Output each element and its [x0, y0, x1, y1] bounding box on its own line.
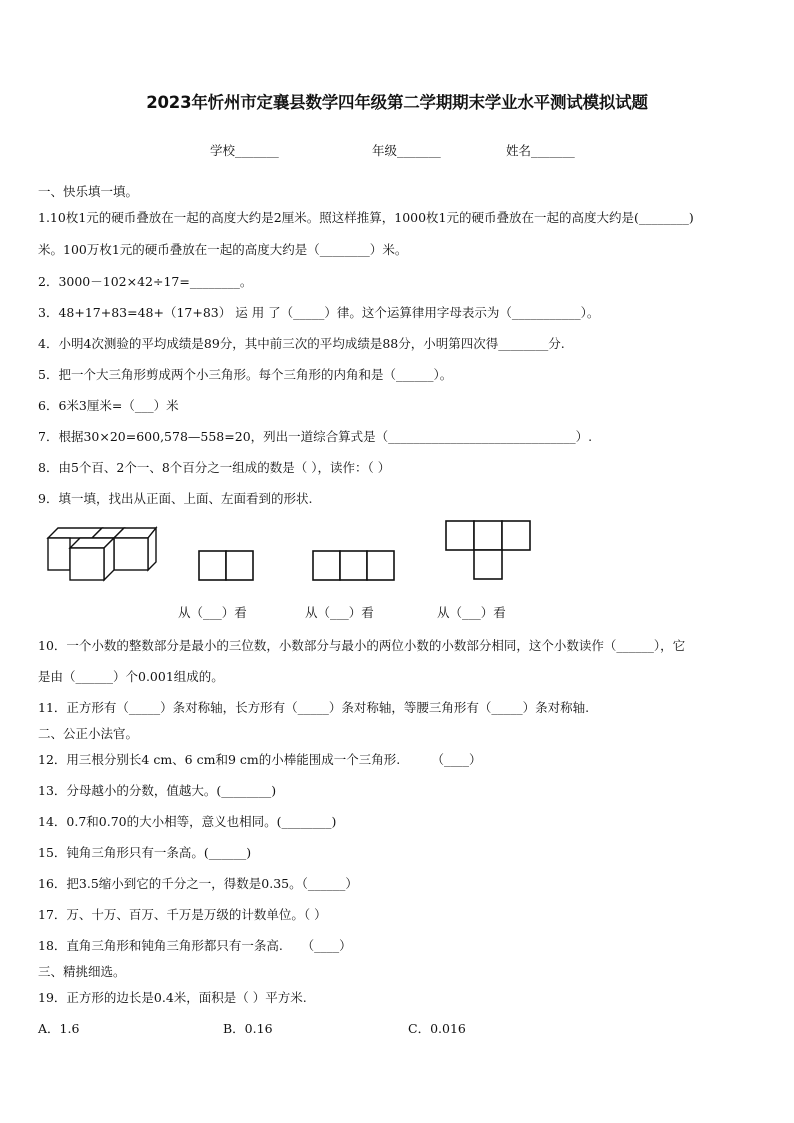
view-label-1: 从（___）看	[178, 605, 247, 620]
question-13: 13．分母越小的分数，值越大。(________)	[38, 783, 277, 798]
question-11: 11．正方形有（_____）条对称轴，长方形有（_____）条对称轴，等腰三角形有（_____）条对称轴.	[38, 700, 590, 715]
question-9: 9．填一填，找出从正面、上面、左面看到的形状.	[38, 491, 313, 506]
question-7: 7．根据30×20=600,578—558=20，列出一道综合算式是（______________________________）.	[38, 429, 593, 444]
question-1-line-1: 1.10枚1元的硬币叠放在一起的高度大约是2厘米。照这样推算，1000枚1元的硬币叠放在一起的高度大约是(________)	[38, 210, 694, 225]
school-field: 学校_______	[210, 143, 279, 158]
question-1-line-2: 米。100万枚1元的硬币叠放在一起的高度大约是（________）米。	[38, 242, 408, 257]
question-17: 17．万、十万、百万、千万是万级的计数单位。（ ）	[38, 907, 327, 922]
option-c: C．0.016	[408, 1021, 466, 1036]
view-label-3: 从（___）看	[437, 605, 506, 620]
question-5: 5．把一个大三角形剪成两个小三角形。每个三角形的内角和是（______）。	[38, 367, 453, 382]
page-title: 2023年忻州市定襄县数学四年级第二学期期末学业水平测试模拟试题	[146, 93, 648, 112]
section-2-heading: 二、公正小法官。	[38, 726, 139, 741]
view-label-2: 从（___）看	[305, 605, 374, 620]
question-2: 2．3000－102×42÷17=________。	[38, 274, 253, 289]
question-12: 12．用三根分别长4 cm、6 cm和9 cm的小棒能围成一个三角形. （____）	[38, 752, 482, 767]
cube-stack-figure	[44, 522, 160, 584]
question-15: 15．钝角三角形只有一条高。(______)	[38, 845, 252, 860]
question-6: 6．6米3厘米=（___）米	[38, 398, 179, 413]
question-19: 19．正方形的边长是0.4米，面积是（ ）平方米.	[38, 990, 307, 1005]
view-shape-1	[198, 550, 254, 582]
section-3-heading: 三、精挑细选。	[38, 964, 126, 979]
name-field: 姓名_______	[506, 143, 575, 158]
question-10-line-1: 10．一个小数的整数部分是最小的三位数，小数部分与最小的两位小数的小数部分相同，这个小数读作（______），它	[38, 638, 686, 653]
view-shape-3	[445, 520, 531, 582]
grade-field: 年级_______	[372, 143, 441, 158]
question-10-line-2: 是由（______）个0.001组成的。	[38, 669, 224, 684]
question-4: 4．小明4次测验的平均成绩是89分，其中前三次的平均成绩是88分，小明第四次得________分.	[38, 336, 565, 351]
section-1-heading: 一、快乐填一填。	[38, 184, 139, 199]
question-3: 3．48+17+83=48+（17+83） 运 用 了（_____）律。这个运算律用字母表示为（___________）。	[38, 305, 600, 320]
option-b: B．0.16	[223, 1021, 273, 1036]
question-18: 18．直角三角形和钝角三角形都只有一条高. （____）	[38, 938, 352, 953]
view-shape-2	[312, 550, 396, 582]
option-a: A．1.6	[38, 1021, 80, 1036]
question-14: 14．0.7和0.70的大小相等，意义也相同。(________)	[38, 814, 337, 829]
question-16: 16．把3.5缩小到它的千分之一，得数是0.35。（______）	[38, 876, 358, 891]
question-8: 8．由5个百、2个一、8个百分之一组成的数是（ ），读作：（ ）	[38, 460, 391, 475]
